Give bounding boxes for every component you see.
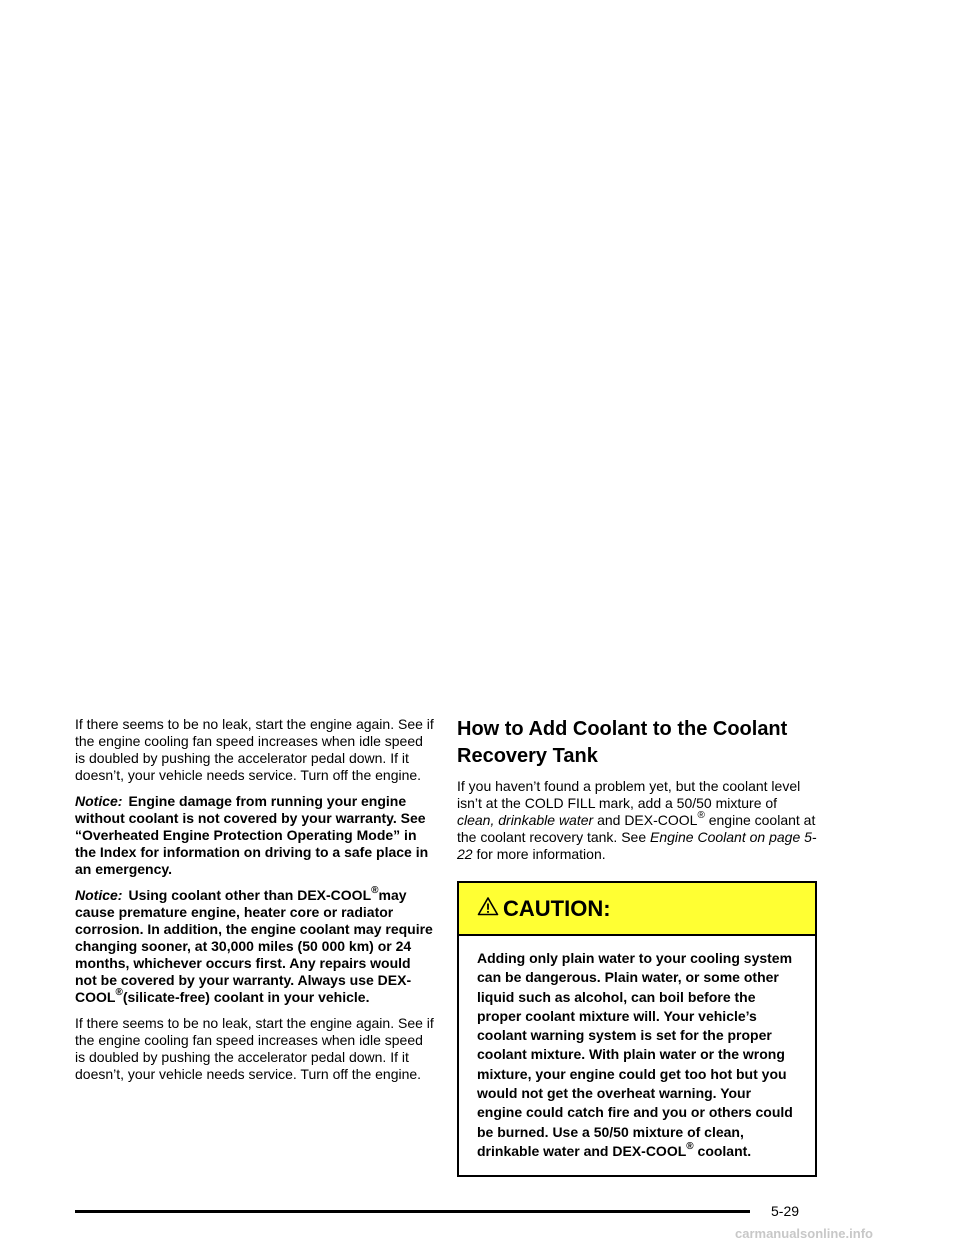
warning-triangle-icon [477,896,499,921]
section-heading: How to Add Coolant to the Coolant Recovery Tank [457,718,788,767]
notice-text: Engine damage from running your engine without coolant is not covered by your warranty. See “Overheated Engine Protection Operating Mode” in the Index for information on driving to a safe place in an emergency. [75,793,429,877]
paragraph-add-coolant [457,778,817,863]
notice-text-a: Using coolant other than DEX-COOL [128,887,372,903]
caution-text-a: Adding only plain water to your cooling system can be dangerous. Plain water, or some other liquid such as alcohol, can boil before the proper coolant mixture will. Your vehicle’s coolant warning system is set for the proper coolant mixture. With plain water or the wrong mixture, your engine could get too hot but you would not get the overheat warning. Your engine could catch fire and you or others could be burned. Use a 50/50 mixture of clean, drinkable water and DEX-COOL [477,950,793,1159]
notice-warranty [75,793,435,878]
registered-mark: ® [697,810,705,822]
registered-mark: ® [371,885,379,897]
intro-text-d: for more information. [476,846,606,862]
notice-label: Notice: [75,793,123,809]
intro-text-a: If you haven’t found a problem yet, but the coolant level isn’t at the COLD FILL mark, add a 50/50 mixture of [457,778,801,811]
notice-label: Notice: [75,887,123,903]
registered-mark: ® [115,987,123,999]
left-column [75,716,435,1092]
paragraph-leak-check-repeat: If there seems to be no leak, start the engine again. See if the engine cooling fan speed increases when idle speed is doubled by pushing the accelerator pedal down. If it doesn’t, your vehicle needs service. Turn off the engine. [75,1015,434,1082]
registered-mark: ® [686,1141,694,1153]
footer-rule [75,1210,750,1213]
intro-text-b: and DEX-COOL [597,812,698,828]
caution-box [457,881,817,1177]
watermark: carmanualsonline.info [735,1226,873,1241]
cross-reference-link[interactable]: Engine Coolant on page 5-22 [457,829,817,862]
intro-text-c: engine coolant at the coolant recovery tank. See [457,812,816,845]
caution-text-b: coolant. [697,1142,752,1159]
caution-header [459,883,815,936]
notice-text-c: (silicate-free) coolant in your vehicle. [122,989,370,1005]
notice-coolant-type [75,887,435,1006]
emphasis-clean-water: clean, drinkable water [457,812,594,828]
paragraph-leak-check: If there seems to be no leak, start the engine again. See if the engine cooling fan speed increases when idle speed is doubled by pushing the accelerator pedal down. If it doesn’t, your vehicle needs service. Turn off the engine. [75,716,434,783]
page-number: 5-29 [771,1203,800,1219]
caution-text [459,936,815,1175]
notice-text-b: may cause premature engine, heater core or radiator corrosion. In addition, the engine coolant may require changing sooner, at 30,000 miles (50 000 km) or 24 months, whichever occurs first. Any repairs would not be covered by your warranty. Always use DEX-COOL [75,887,433,1005]
caution-title: CAUTION: [503,895,611,921]
right-column [457,716,817,1177]
